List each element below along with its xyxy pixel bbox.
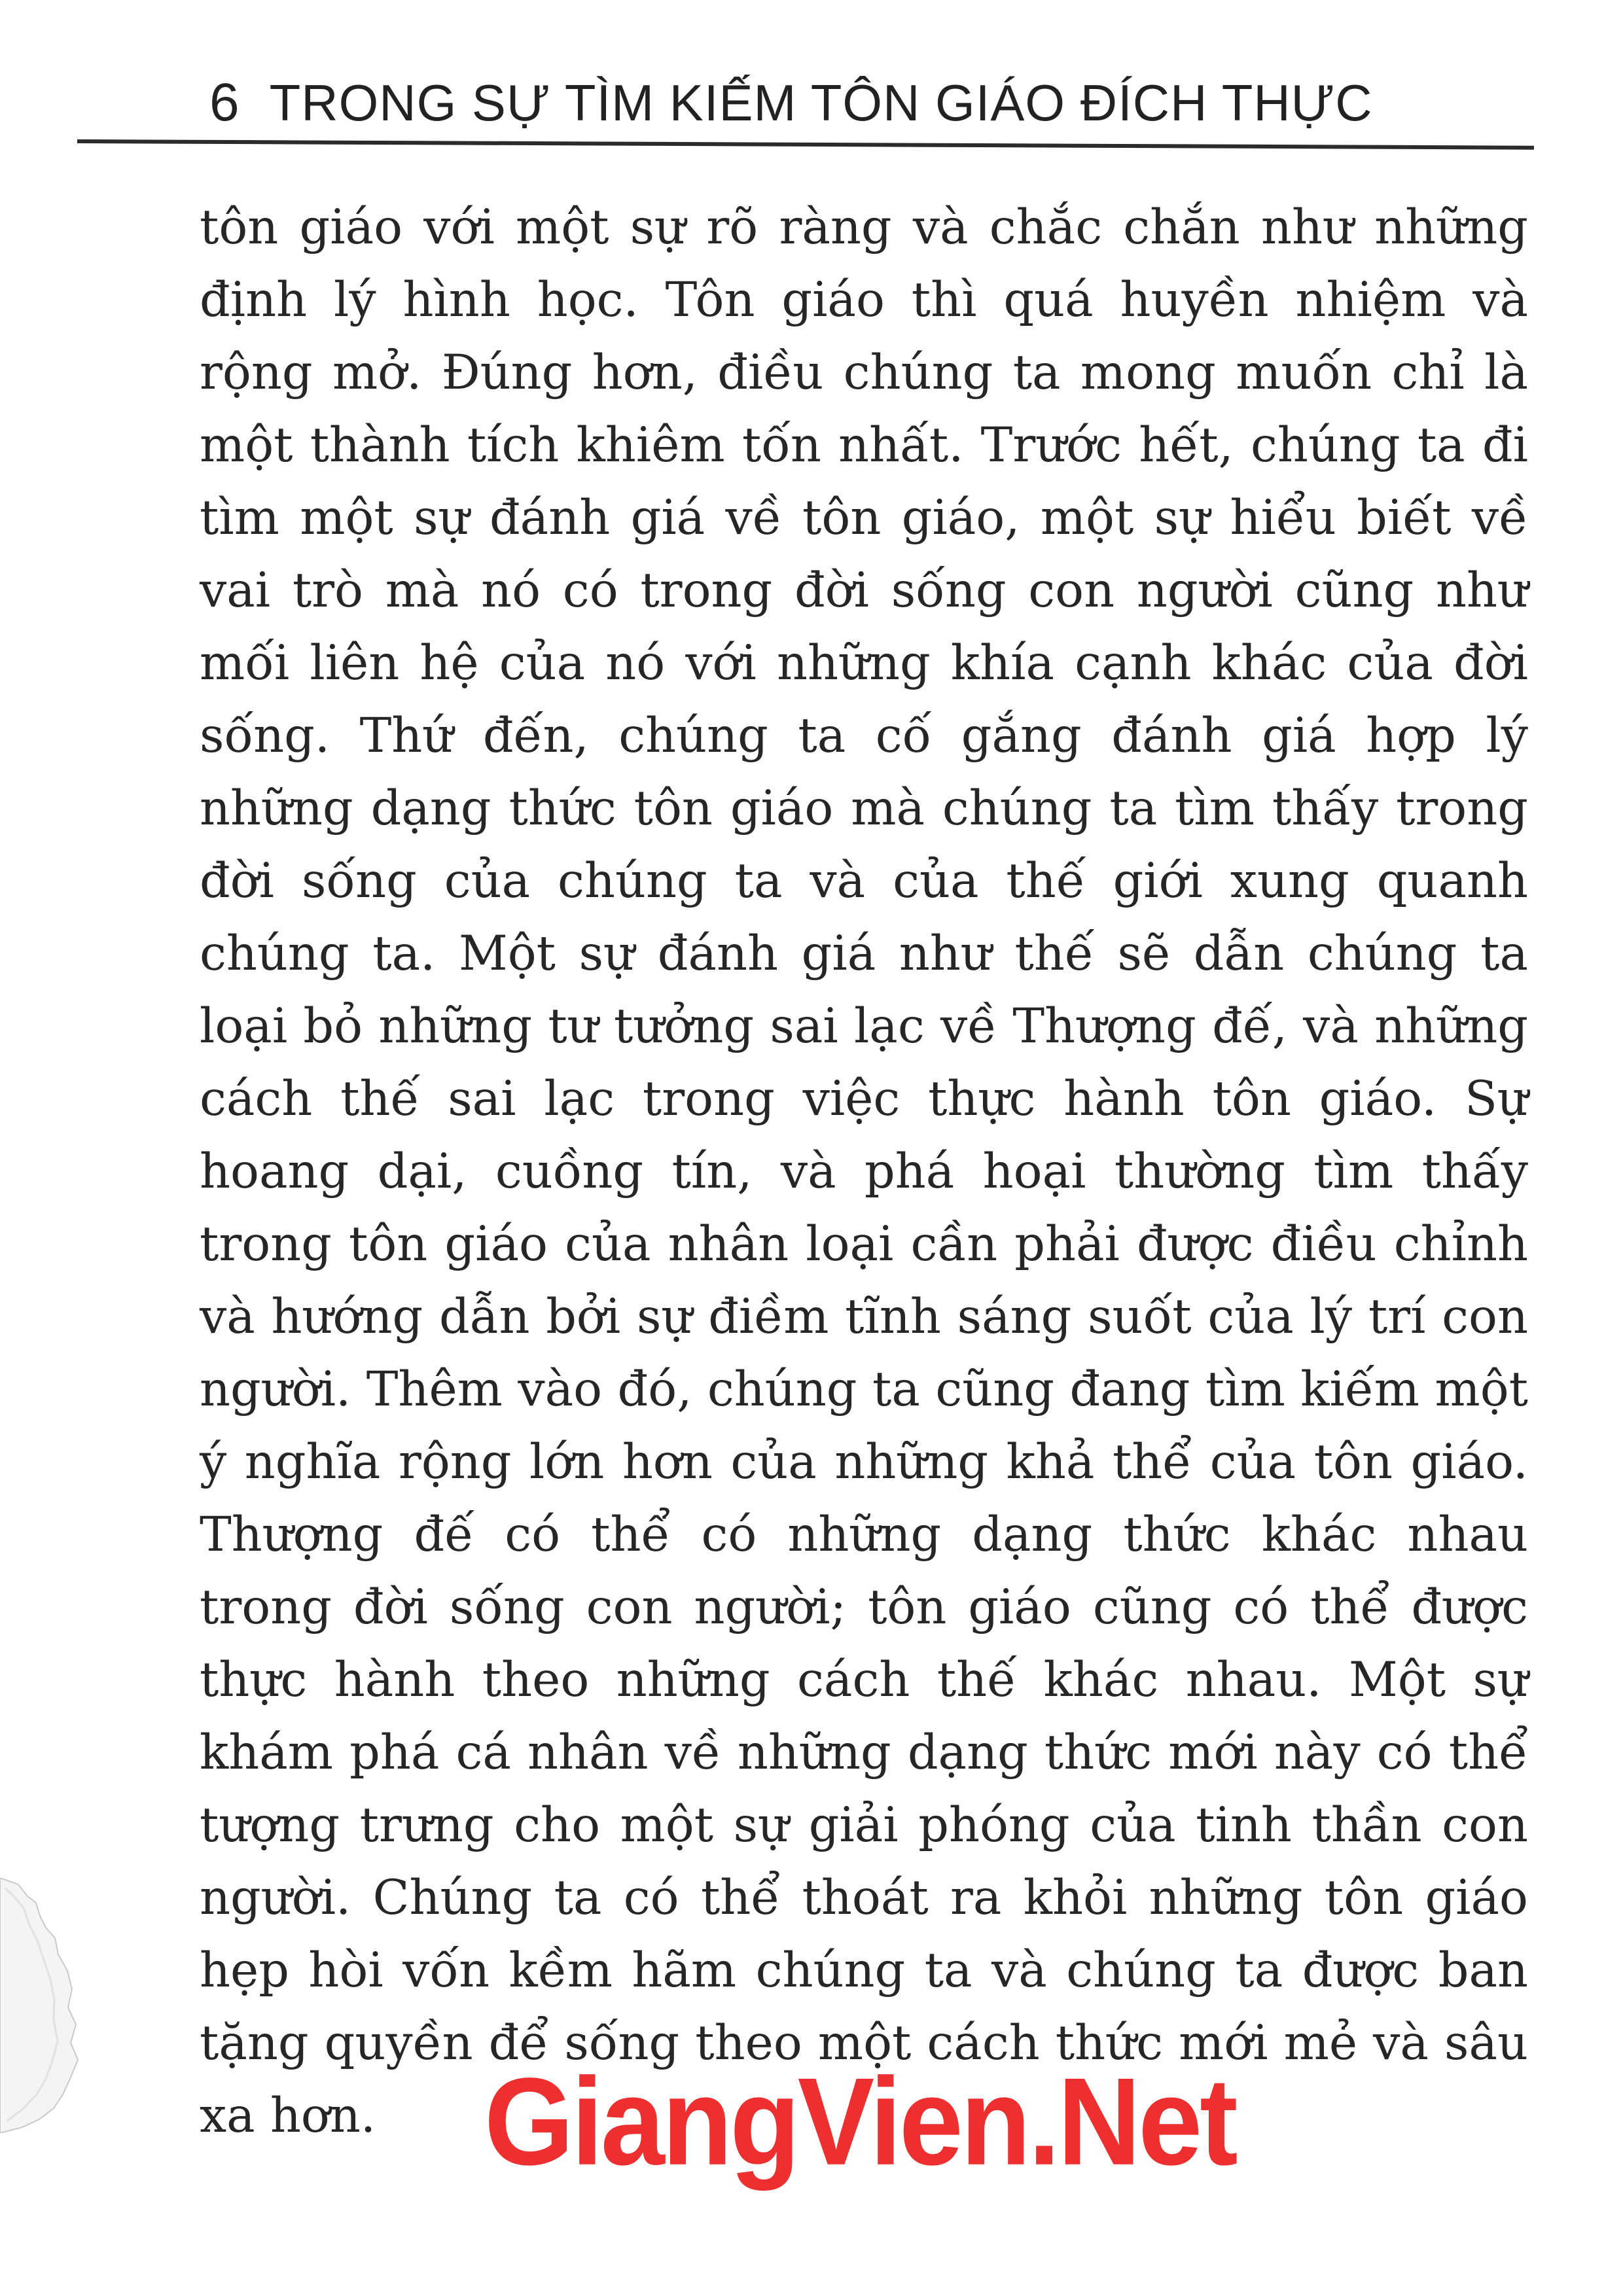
torn-paper-edge — [0, 1878, 101, 2133]
running-head — [209, 72, 1373, 137]
page-number: 6 — [209, 73, 241, 132]
body-paragraph: tôn giáo với một sự rõ ràng và chắc chắn như những định lý hình học. Tôn giáo thì quá huyền nhiệm và rộng mở. Đúng hơn, điều chúng ta mong muốn chỉ là một thành tích khiêm tốn nhất. Trước hết, chúng ta đi tìm một sự đánh giá về tôn giáo, một sự hiểu biết về vai trò mà nó có trong đời sống con người cũng như mối liên hệ của nó với những khía cạnh khác của đời sống. Thứ đến, chúng ta cố gắng đánh giá hợp lý những dạng thức tôn giáo mà chúng ta tìm thấy trong đời sống của chúng ta và của thế giới xung quanh chúng ta. Một sự đánh giá như thế sẽ dẫn chúng ta loại bỏ những tư tưởng sai lạc về Thượng đế, và những cách thế sai lạc trong việc thực hành tôn giáo. Sự hoang dại, cuồng tín, và phá hoại thường tìm thấy trong tôn giáo của nhân loại cần phải được điều chỉnh và hướng dẫn bởi sự điềm tĩnh sáng suốt của lý trí con người. Thêm vào đó, chúng ta cũng đang tìm kiếm một ý nghĩa rộng lớn hơn của những khả thể của tôn giáo. Thượng đế có thể có những dạng thức khác nhau trong đời sống con người; tôn giáo cũng có thể được thực hành theo những cách thế khác nhau. Một sự khám phá cá nhân về những dạng thức mới này có thể tượng trưng cho một sự giải phóng của tinh thần con người. Chúng ta có thể thoát ra khỏi những tôn giáo hẹp hòi vốn kềm hãm chúng ta và chúng ta được ban tặng quyền để sống theo một cách thức mới mẻ và sâu xa hơn. — [200, 200, 1528, 2144]
running-title: TRONG SỰ TÌM KIẾM TÔN GIÁO ĐÍCH THỰC — [269, 74, 1373, 132]
header-rule — [77, 139, 1534, 150]
watermark-text: GiangVien.Net — [484, 2053, 1236, 2191]
